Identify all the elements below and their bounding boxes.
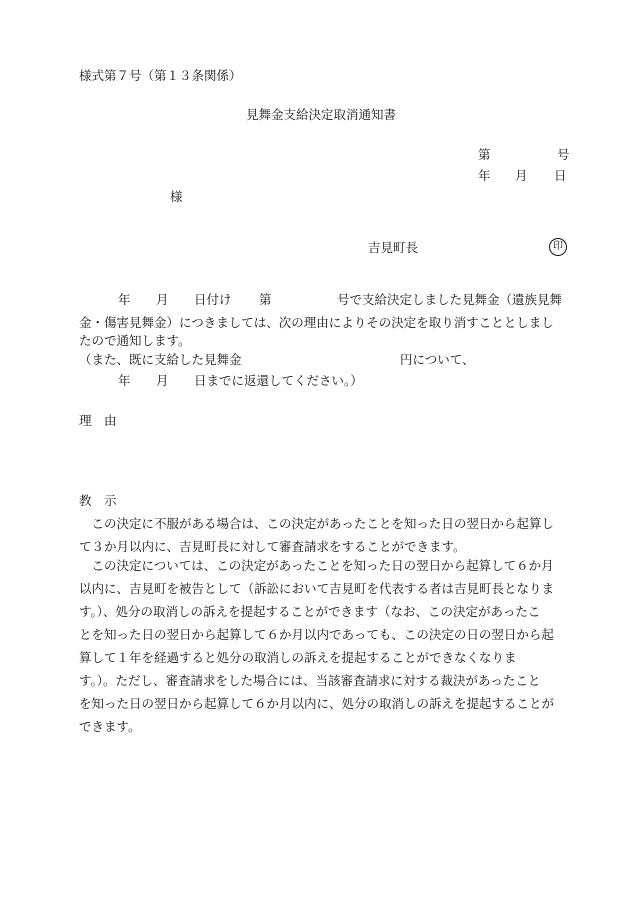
notice-line2: 金・傷害見舞金）につきましては、次の理由によりその決定を取り消すこととしまし <box>79 315 554 330</box>
reason-label: 理 由 <box>79 413 117 428</box>
notice-month-label: 月 <box>156 292 169 307</box>
notice-dai: 第 <box>259 292 272 307</box>
repay-month-label: 月 <box>156 373 169 388</box>
notice-date-suffix: 日付け <box>194 292 232 307</box>
instruction-p1-line: この決定に不服がある場合は、この決定があったことを知った日の翌日から起算し <box>79 516 554 531</box>
instruction-p2-line: この決定については、この決定があったことを知った日の翌日から起算して６か月 <box>79 558 554 573</box>
repay-year-label: 年 <box>118 373 131 388</box>
instruction-p2-line: を知った日の翌日から起算して６か月以内に、処分の取消しの訴えを提起することが <box>79 696 555 711</box>
date-month-label: 月 <box>515 168 528 183</box>
notice-year-label: 年 <box>118 292 131 307</box>
instruction-label: 教 示 <box>79 493 117 508</box>
number-gou: 号 <box>557 147 570 162</box>
repay-line-text: 日までに返還してください。） <box>194 373 363 388</box>
instruction-p2-line: す。）、処分の取消しの訴えを提起することができます（なお、この決定があったこ <box>79 604 541 619</box>
instruction-p2-line: す。）。ただし、審査請求をした場合には、当該審査請求に対する裁決があったこと <box>79 673 541 688</box>
notice-line4-end: 円について、 <box>400 352 475 367</box>
instruction-paragraph-2 <box>79 554 579 738</box>
document-title: 見舞金支給決定取消通知書 <box>246 107 397 122</box>
form-number-label: 様式第７号（第１３条関係） <box>79 68 242 83</box>
number-dai: 第 <box>478 147 491 162</box>
issuer-name: 吉見町長 <box>368 240 419 255</box>
date-year-label: 年 <box>478 168 491 183</box>
seal-mark: 印 <box>549 238 567 256</box>
instruction-p1-line: て３か月以内に、吉見町長に対して審査請求をすることができます。 <box>79 539 466 554</box>
instruction-paragraph-1 <box>79 512 579 558</box>
addressee-suffix: 様 <box>170 189 183 204</box>
instruction-p2-line: 以内に、吉見町を被告として（訴訟において吉見町を代表する者は吉見町長となりま <box>79 581 555 596</box>
date-day-label: 日 <box>554 168 567 183</box>
instruction-p2-line: 算して１年を経過すると処分の取消しの訴えを提起することができなくなりま <box>79 650 517 665</box>
notice-line3: たので通知します。 <box>79 333 191 348</box>
notice-line1-text: 号で支給決定しました見舞金（遺族見舞 <box>337 292 563 307</box>
instruction-p2-line: とを知った日の翌日から起算して６か月以内であっても、この決定の日の翌日から起 <box>79 627 554 642</box>
instruction-p2-line: できます。 <box>79 719 141 734</box>
notice-line4-start: （また、既に支給した見舞金 <box>79 352 242 367</box>
